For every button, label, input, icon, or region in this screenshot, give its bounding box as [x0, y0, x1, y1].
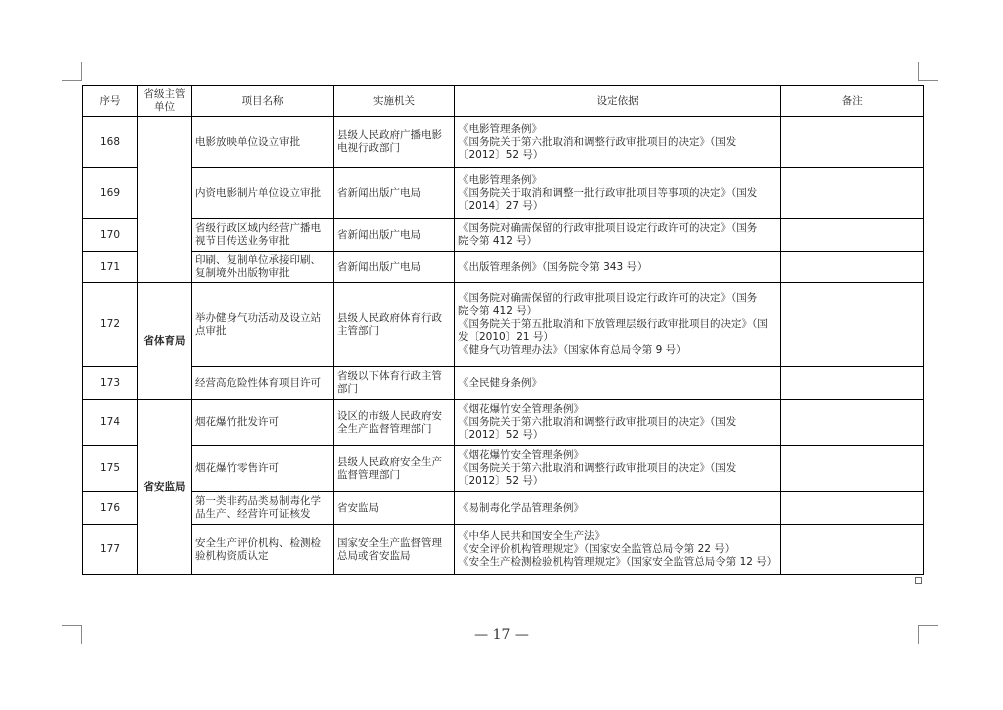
- basis-line: 《电影管理条例》: [458, 173, 542, 186]
- agency-name: 省安监局: [334, 492, 455, 525]
- agency-name: 省新闻出版广电局: [334, 168, 455, 219]
- crop-mark-top-right: [918, 80, 938, 81]
- agency-name: 省新闻出版广电局: [334, 219, 455, 252]
- crop-mark-top-right-vertical: [918, 62, 919, 81]
- basis-line: 《国务院关于第五批取消和下放管理层级行政审批项目的决定》（国: [458, 318, 768, 330]
- item-name: 电影放映单位设立审批: [192, 117, 334, 168]
- item-name: 内资电影制片单位设立审批: [192, 168, 334, 219]
- agency-name: 县级人民政府体育行政主管部门: [334, 283, 455, 367]
- item-name: 举办健身气功活动及设立站点审批: [192, 283, 334, 367]
- table-resize-handle[interactable]: [915, 577, 922, 584]
- header-notes: 备注: [781, 86, 924, 117]
- row-number: 169: [83, 168, 138, 219]
- header-item: 项目名称: [192, 86, 334, 117]
- approval-items-table: [82, 85, 924, 575]
- table-row: [83, 219, 924, 252]
- table-row: [83, 367, 924, 400]
- basis-line: 《烟花爆竹安全管理条例》: [458, 403, 584, 415]
- basis-line: 《易制毒化学品管理条例》: [458, 501, 584, 514]
- basis-line: 《健身气功管理办法》（国家体育总局令第 9 号）: [458, 344, 687, 356]
- crop-mark-top-left-vertical: [81, 62, 82, 81]
- basis-line: 《烟花爆竹安全管理条例》: [458, 449, 584, 461]
- notes-cell: [781, 492, 924, 525]
- notes-cell: [781, 367, 924, 400]
- dept-cell-empty: [138, 117, 192, 283]
- basis-line: 《安全生产检测检验机构管理规定》（国家安全监管总局令第 12 号）: [458, 556, 778, 568]
- basis-line: 《出版管理条例》（国务院令第 343 号）: [458, 260, 648, 273]
- dept-safety-bureau: 省安监局: [138, 400, 192, 575]
- basis-cell: [455, 525, 781, 575]
- basis-line: 《国务院对确需保留的行政审批项目设定行政许可的决定》（国务: [458, 222, 758, 234]
- item-name: 第一类非药品类易制毒化学品生产、经营许可证核发: [192, 492, 334, 525]
- crop-mark-bottom-right: [918, 625, 938, 626]
- basis-cell: [455, 168, 781, 219]
- table-row: [83, 283, 924, 367]
- table-row: [83, 446, 924, 492]
- basis-line: 〔2012〕52 号）: [458, 475, 544, 487]
- basis-line: 《国务院关于第六批取消和调整行政审批项目的决定》（国发: [458, 135, 737, 148]
- row-number: 176: [83, 492, 138, 525]
- item-name: 省级行政区域内经营广播电视节目传送业务审批: [192, 219, 334, 252]
- basis-line: 《国务院关于第六批取消和调整行政审批项目的决定》（国发: [458, 416, 737, 428]
- row-number: 177: [83, 525, 138, 575]
- basis-cell: [455, 283, 781, 367]
- row-number: 172: [83, 283, 138, 367]
- agency-name: 省级以下体育行政主管部门: [334, 367, 455, 400]
- row-number: 175: [83, 446, 138, 492]
- agency-name: 省新闻出版广电局: [334, 252, 455, 283]
- header-agency: 实施机关: [334, 86, 455, 117]
- table-row: [83, 117, 924, 168]
- header-basis: 设定依据: [455, 86, 781, 117]
- table-row: [83, 400, 924, 446]
- basis-line: 《国务院关于第六批取消和调整行政审批项目的决定》（国发: [458, 462, 737, 474]
- dept-sport-bureau: 省体育局: [138, 283, 192, 400]
- basis-line: 《国务院关于取消和调整一批行政审批项目等事项的决定》（国发: [458, 186, 758, 199]
- table-row: [83, 525, 924, 575]
- basis-line: 院令第 412 号）: [458, 305, 538, 317]
- item-name: 经营高危险性体育项目许可: [192, 367, 334, 400]
- basis-cell: [455, 446, 781, 492]
- basis-line: 〔2014〕27 号）: [458, 199, 544, 212]
- agency-name: 设区的市级人民政府安全生产监督管理部门: [334, 400, 455, 446]
- table-row: [83, 168, 924, 219]
- basis-line: 〔2012〕52 号）: [458, 429, 544, 441]
- agency-name: 县级人民政府安全生产监督管理部门: [334, 446, 455, 492]
- basis-cell: [455, 252, 781, 283]
- item-name: 印刷、复制单位承接印刷、复制境外出版物审批: [192, 252, 334, 283]
- header-dept: 省级主管单位: [138, 86, 192, 117]
- basis-line: 《全民健身条例》: [458, 376, 542, 389]
- item-name: 烟花爆竹批发许可: [192, 400, 334, 446]
- basis-line: 《安全评价机构管理规定》（国家安全监管总局令第 22 号）: [458, 543, 736, 555]
- basis-line: 发〔2010〕21 号）: [458, 331, 554, 343]
- row-number: 168: [83, 117, 138, 168]
- basis-line: 《电影管理条例》: [458, 122, 542, 135]
- basis-line: 《中华人民共和国安全生产法》: [458, 530, 605, 542]
- row-number: 173: [83, 367, 138, 400]
- page-number: — 17 —: [474, 627, 529, 643]
- row-number: 174: [83, 400, 138, 446]
- item-name: 安全生产评价机构、检测检验机构资质认定: [192, 525, 334, 575]
- item-name: 烟花爆竹零售许可: [192, 446, 334, 492]
- crop-mark-top-left: [62, 80, 82, 81]
- notes-cell: [781, 446, 924, 492]
- row-number: 170: [83, 219, 138, 252]
- basis-cell: [455, 400, 781, 446]
- basis-line: 〔2012〕52 号）: [458, 148, 544, 161]
- notes-cell: [781, 117, 924, 168]
- crop-mark-bottom-left: [62, 625, 82, 626]
- agency-name: 县级人民政府广播电影电视行政部门: [334, 117, 455, 168]
- agency-name: 国家安全生产监督管理总局或省安监局: [334, 525, 455, 575]
- basis-cell: [455, 492, 781, 525]
- table-row: [83, 492, 924, 525]
- table-row: [83, 252, 924, 283]
- header-seq: 序号: [83, 86, 138, 117]
- basis-cell: [455, 367, 781, 400]
- notes-cell: [781, 219, 924, 252]
- basis-line: 《国务院对确需保留的行政审批项目设定行政许可的决定》（国务: [458, 292, 758, 304]
- row-number: 171: [83, 252, 138, 283]
- table-header-row: [83, 86, 924, 117]
- notes-cell: [781, 252, 924, 283]
- notes-cell: [781, 525, 924, 575]
- basis-cell: [455, 117, 781, 168]
- basis-line: 院令第 412 号）: [458, 235, 538, 247]
- notes-cell: [781, 168, 924, 219]
- notes-cell: [781, 283, 924, 367]
- notes-cell: [781, 400, 924, 446]
- basis-cell: [455, 219, 781, 252]
